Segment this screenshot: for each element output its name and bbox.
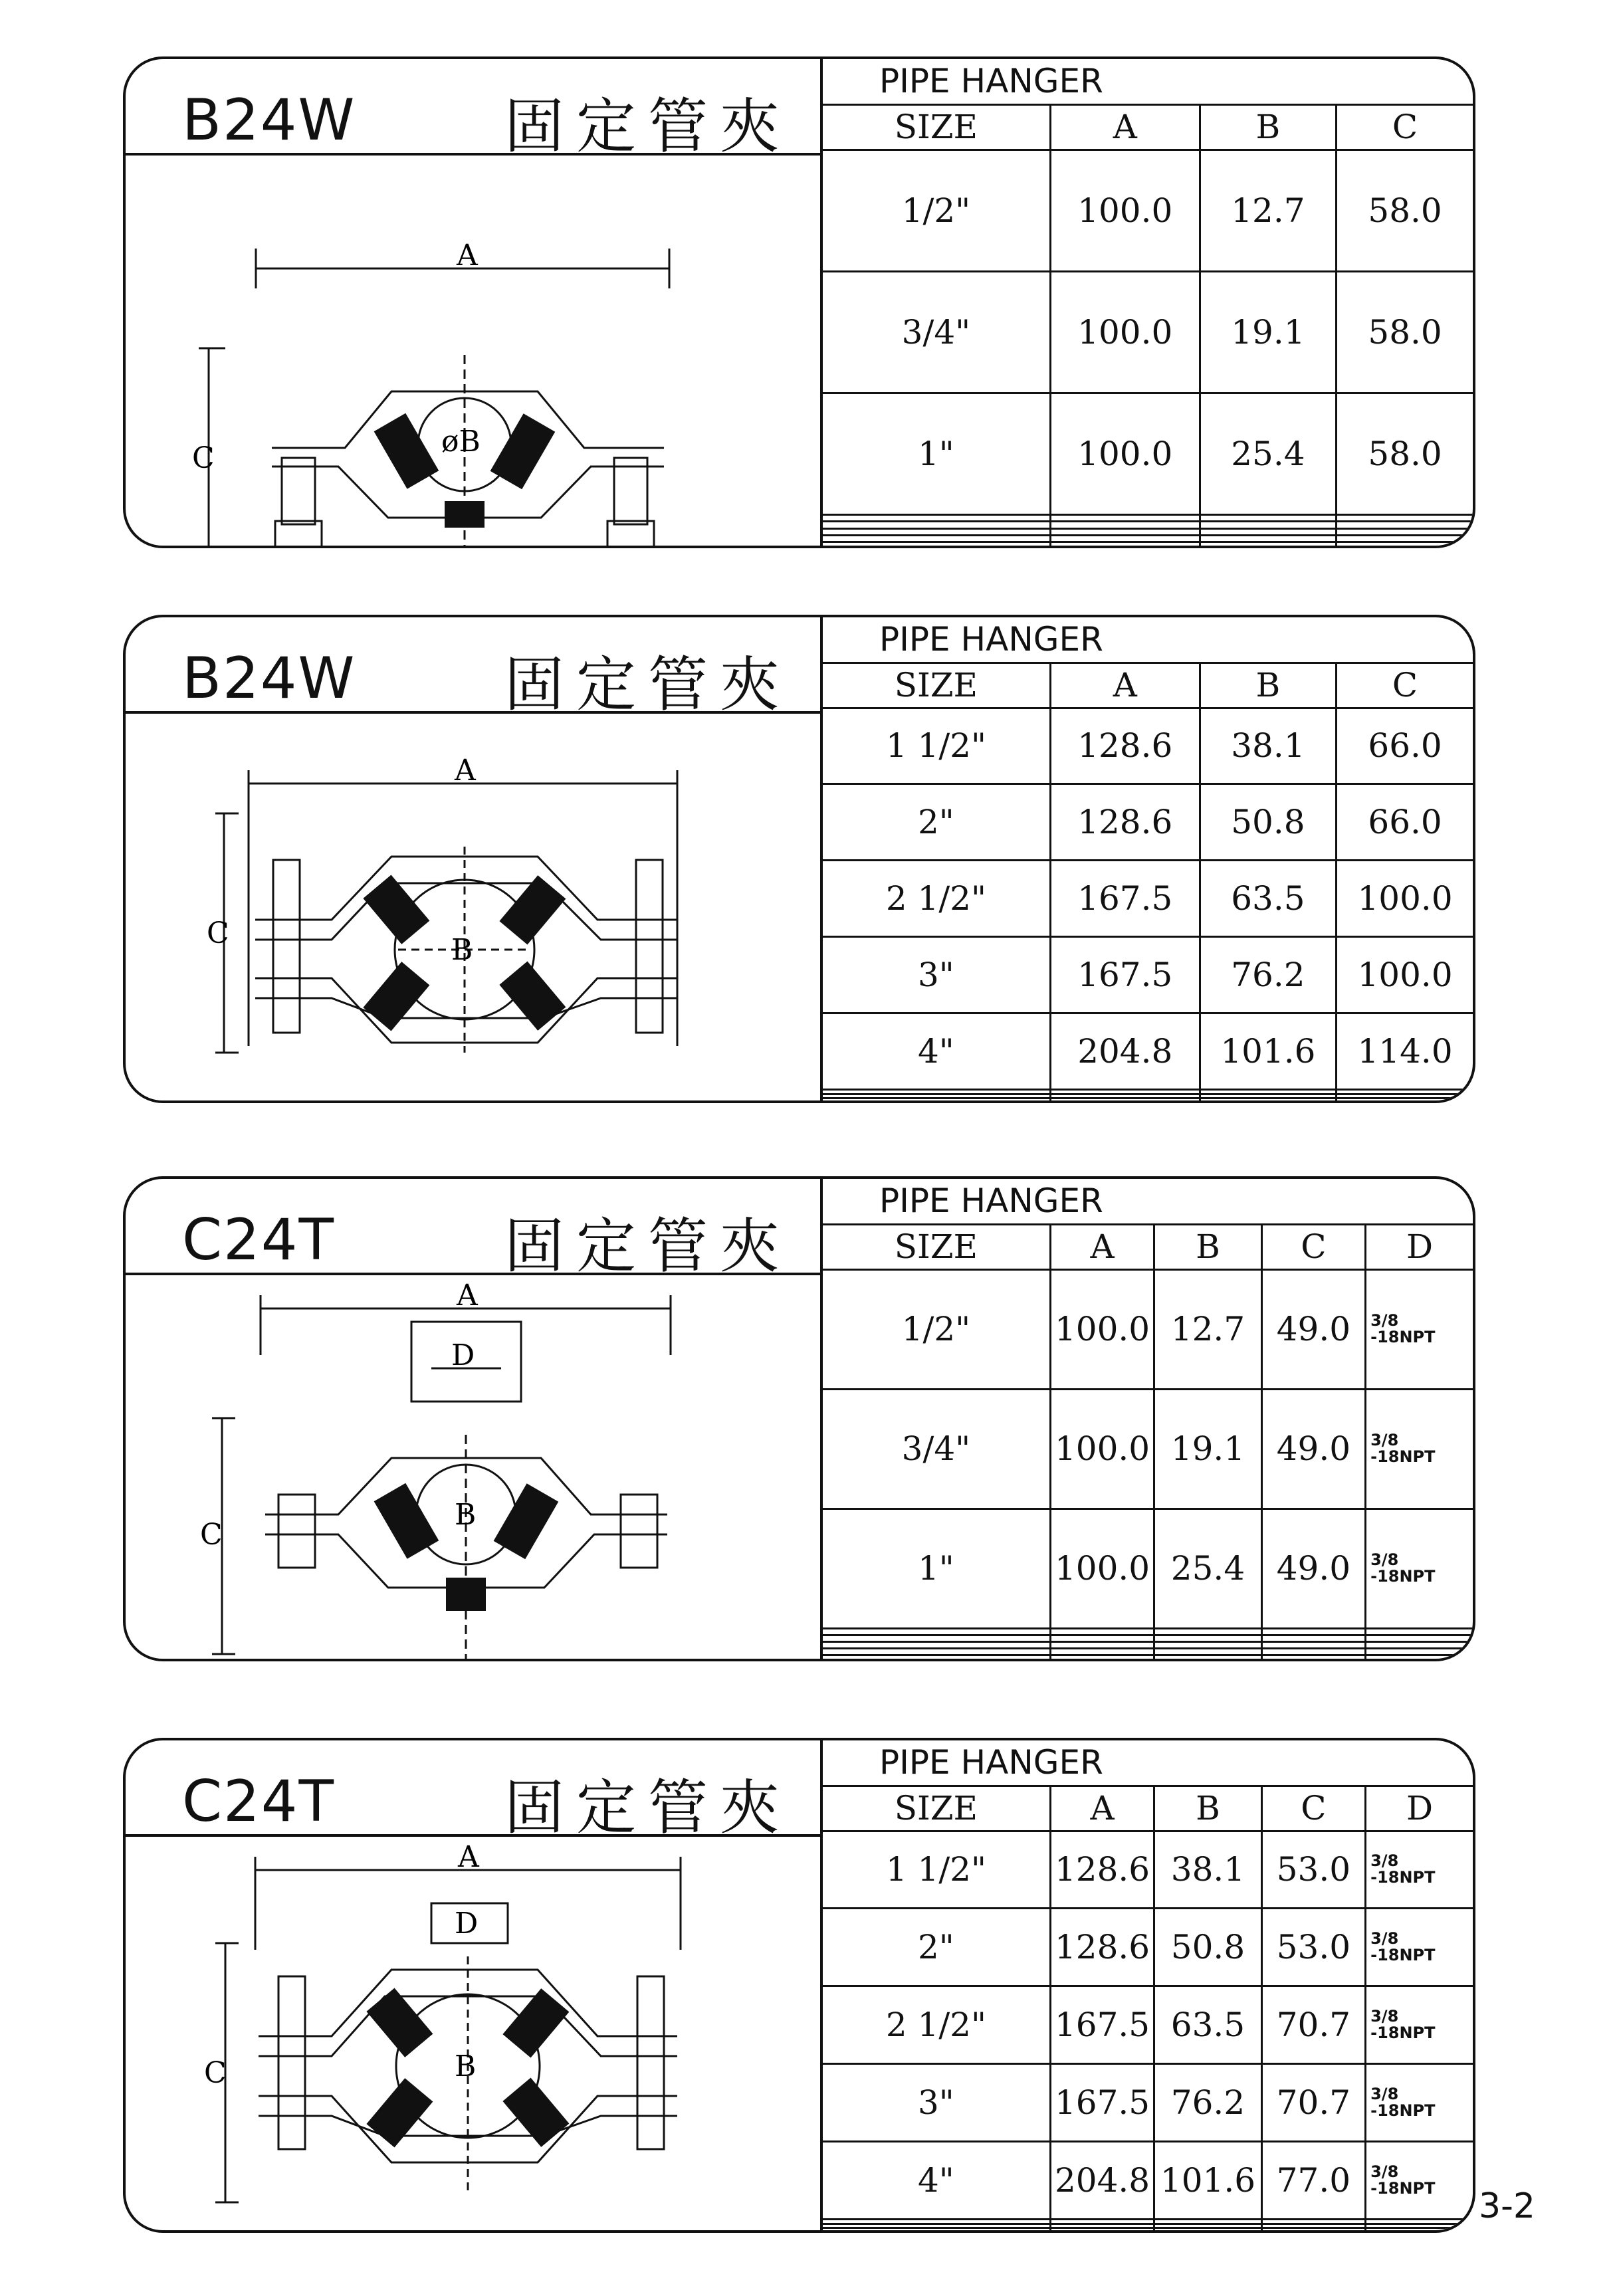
dim-label-a: A <box>457 1279 478 1312</box>
cell-a: 128.6 <box>1050 784 1200 861</box>
cell-b: 38.1 <box>1200 708 1336 784</box>
table-row <box>823 1013 1473 1090</box>
cell-a: 167.5 <box>1050 1986 1154 2064</box>
empty-row <box>823 514 1473 521</box>
cell-size: 1/2" <box>823 1269 1050 1389</box>
col-header: B <box>1200 663 1336 708</box>
empty-row <box>823 2228 1473 2230</box>
table-row <box>823 150 1473 271</box>
table-row <box>823 1986 1473 2064</box>
cell-b: 76.2 <box>1200 937 1336 1013</box>
card-title-bar <box>126 1179 820 1281</box>
card-title-bar <box>126 59 820 161</box>
table-title: PIPE HANGER <box>823 1740 1473 1786</box>
card-left-panel <box>126 1740 820 2230</box>
cell-a: 128.6 <box>1050 708 1200 784</box>
cell-size: 3/4" <box>823 1389 1050 1509</box>
dim-label-a: A <box>455 754 476 787</box>
table-row <box>823 1509 1473 1628</box>
dim-label-c: C <box>207 916 229 950</box>
col-header: A <box>1050 104 1200 150</box>
cell-size: 2 1/2" <box>823 861 1050 937</box>
pipe-hanger-diagram <box>126 156 820 548</box>
pipe-hanger-diagram <box>126 1837 820 2233</box>
cell-a: 128.6 <box>1050 1909 1154 1986</box>
dim-label-d: D <box>455 1907 479 1940</box>
cell-size: 2 1/2" <box>823 1986 1050 2064</box>
product-card-b24w-large <box>123 615 1475 1103</box>
cell-size: 1 1/2" <box>823 708 1050 784</box>
table-row <box>823 708 1473 784</box>
spec-table <box>820 1179 1473 1659</box>
pipe-hanger-diagram <box>126 1275 820 1661</box>
cell-a: 100.0 <box>1050 1269 1154 1389</box>
table-row <box>823 1909 1473 1986</box>
cell-size: 2" <box>823 1909 1050 1986</box>
card-left-panel <box>126 59 820 546</box>
table-row <box>823 937 1473 1013</box>
page-number: 3-2 <box>1479 2186 1535 2226</box>
cell-c: 58.0 <box>1337 271 1473 393</box>
dim-label-a: A <box>457 239 478 272</box>
table-row <box>823 2142 1473 2220</box>
diagram-drawing <box>126 1837 820 2233</box>
cell-size: 1" <box>823 393 1050 514</box>
dim-label-b: B <box>455 2049 477 2083</box>
col-header: B <box>1200 104 1336 150</box>
cell-size: 3/4" <box>823 271 1050 393</box>
cell-b: 38.1 <box>1154 1831 1261 1909</box>
col-header: SIZE <box>823 663 1050 708</box>
empty-row <box>823 528 1473 535</box>
col-header: A <box>1050 1224 1154 1269</box>
cell-size: 1" <box>823 1509 1050 1628</box>
cell-c: 49.0 <box>1261 1269 1365 1389</box>
cell-b: 101.6 <box>1154 2142 1261 2220</box>
dim-label-b: B <box>455 1498 477 1532</box>
diagram-drawing <box>126 156 820 548</box>
cell-b: 12.7 <box>1154 1269 1261 1389</box>
empty-row <box>823 522 1473 528</box>
cell-b: 76.2 <box>1154 2064 1261 2142</box>
cell-c: 53.0 <box>1261 1831 1365 1909</box>
cell-b: 63.5 <box>1200 861 1336 937</box>
empty-row <box>823 1649 1473 1655</box>
cell-a: 167.5 <box>1050 861 1200 937</box>
dim-label-c: C <box>204 2056 227 2090</box>
cell-size: 4" <box>823 1013 1050 1090</box>
cell-c: 49.0 <box>1261 1389 1365 1509</box>
cell-a: 100.0 <box>1050 393 1200 514</box>
col-header: D <box>1366 1224 1473 1269</box>
cell-d: 3/8 -18NPT <box>1366 1389 1473 1509</box>
product-card-c24t-small <box>123 1176 1475 1661</box>
cell-d: 3/8 -18NPT <box>1366 1831 1473 1909</box>
cell-c: 70.7 <box>1261 1986 1365 2064</box>
cell-size: 3" <box>823 937 1050 1013</box>
cell-b: 19.1 <box>1200 271 1336 393</box>
product-name: 固定管夾 <box>504 1211 792 1281</box>
cell-size: 1 1/2" <box>823 1831 1050 1909</box>
col-header: C <box>1337 104 1473 150</box>
dim-label-d: D <box>451 1338 475 1372</box>
cell-d: 3/8 -18NPT <box>1366 2064 1473 2142</box>
cell-a: 100.0 <box>1050 1389 1154 1509</box>
empty-row <box>823 1655 1473 1659</box>
dim-label-a: A <box>458 1840 479 1874</box>
empty-row <box>823 1635 1473 1642</box>
table-row <box>823 861 1473 937</box>
cell-size: 3" <box>823 2064 1050 2142</box>
col-header: C <box>1261 1786 1365 1831</box>
table-title: PIPE HANGER <box>823 617 1473 663</box>
diagram-drawing <box>126 1275 820 1661</box>
col-header: C <box>1337 663 1473 708</box>
cell-b: 19.1 <box>1154 1389 1261 1509</box>
product-code: B24W <box>182 87 356 154</box>
cell-d: 3/8 -18NPT <box>1366 1986 1473 2064</box>
empty-row <box>823 542 1473 546</box>
cell-c: 77.0 <box>1261 2142 1365 2220</box>
cell-a: 100.0 <box>1050 271 1200 393</box>
dim-label-b: B <box>451 933 473 967</box>
cell-c: 58.0 <box>1337 150 1473 271</box>
table-title: PIPE HANGER <box>823 59 1473 104</box>
col-header: B <box>1154 1224 1261 1269</box>
dim-label-b: øB <box>441 425 481 459</box>
product-name: 固定管夾 <box>504 1773 792 1843</box>
product-code: B24W <box>182 645 356 712</box>
cell-a: 167.5 <box>1050 937 1200 1013</box>
product-name: 固定管夾 <box>504 92 792 161</box>
spec-table <box>820 59 1473 546</box>
spec-table <box>820 617 1473 1100</box>
dim-label-c: C <box>192 441 215 475</box>
diagram-drawing <box>126 714 820 1103</box>
cell-d: 3/8 -18NPT <box>1366 2142 1473 2220</box>
cell-a: 204.8 <box>1050 1013 1200 1090</box>
cell-b: 12.7 <box>1200 150 1336 271</box>
empty-row <box>823 1628 1473 1635</box>
table-row <box>823 1269 1473 1389</box>
cell-d: 3/8 -18NPT <box>1366 1269 1473 1389</box>
cell-a: 128.6 <box>1050 1831 1154 1909</box>
dim-label-c: C <box>200 1518 223 1552</box>
cell-c: 58.0 <box>1337 393 1473 514</box>
product-code: C24T <box>182 1768 336 1835</box>
card-left-panel <box>126 617 820 1100</box>
empty-row <box>823 1642 1473 1649</box>
table-row <box>823 1389 1473 1509</box>
product-card-c24t-large <box>123 1738 1475 2233</box>
table-row <box>823 2064 1473 2142</box>
col-header: A <box>1050 1786 1154 1831</box>
col-header: D <box>1366 1786 1473 1831</box>
cell-size: 1/2" <box>823 150 1050 271</box>
cell-b: 50.8 <box>1200 784 1336 861</box>
cell-d: 3/8 -18NPT <box>1366 1509 1473 1628</box>
cell-size: 2" <box>823 784 1050 861</box>
cell-b: 25.4 <box>1154 1509 1261 1628</box>
empty-row <box>823 1098 1473 1100</box>
cell-size: 4" <box>823 2142 1050 2220</box>
col-header: SIZE <box>823 104 1050 150</box>
cell-d: 3/8 -18NPT <box>1366 1909 1473 1986</box>
table-row <box>823 393 1473 514</box>
cell-c: 100.0 <box>1337 861 1473 937</box>
cell-b: 63.5 <box>1154 1986 1261 2064</box>
empty-row <box>823 535 1473 542</box>
cell-c: 49.0 <box>1261 1509 1365 1628</box>
pipe-hanger-diagram <box>126 714 820 1103</box>
cell-b: 25.4 <box>1200 393 1336 514</box>
product-name: 固定管夾 <box>504 650 792 720</box>
cell-b: 50.8 <box>1154 1909 1261 1986</box>
col-header: SIZE <box>823 1224 1050 1269</box>
cell-a: 167.5 <box>1050 2064 1154 2142</box>
table-row <box>823 271 1473 393</box>
cell-a: 100.0 <box>1050 1509 1154 1628</box>
card-title-bar <box>126 617 820 720</box>
col-header: SIZE <box>823 1786 1050 1831</box>
table-row <box>823 784 1473 861</box>
table-title: PIPE HANGER <box>823 1179 1473 1224</box>
product-card-b24w-small <box>123 56 1475 548</box>
cell-c: 100.0 <box>1337 937 1473 1013</box>
card-left-panel <box>126 1179 820 1659</box>
cell-c: 53.0 <box>1261 1909 1365 1986</box>
col-header: B <box>1154 1786 1261 1831</box>
product-code: C24T <box>182 1207 336 1273</box>
cell-c: 70.7 <box>1261 2064 1365 2142</box>
cell-c: 66.0 <box>1337 708 1473 784</box>
cell-a: 100.0 <box>1050 150 1200 271</box>
cell-b: 101.6 <box>1200 1013 1336 1090</box>
col-header: C <box>1261 1224 1365 1269</box>
table-row <box>823 1831 1473 1909</box>
cell-c: 114.0 <box>1337 1013 1473 1090</box>
cell-a: 204.8 <box>1050 2142 1154 2220</box>
cell-c: 66.0 <box>1337 784 1473 861</box>
card-title-bar <box>126 1740 820 1843</box>
col-header: A <box>1050 663 1200 708</box>
spec-table <box>820 1740 1473 2230</box>
